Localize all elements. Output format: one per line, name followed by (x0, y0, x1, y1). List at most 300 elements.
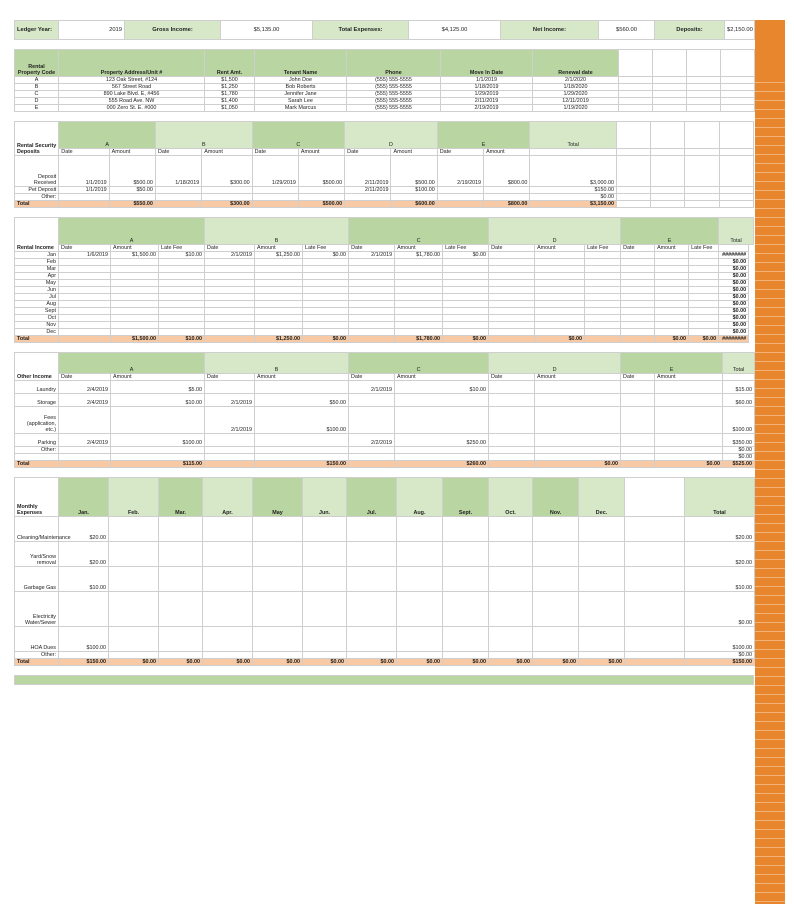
expense-total-cell[interactable]: $0.00 (397, 659, 443, 666)
empty-cell[interactable] (687, 91, 721, 98)
expense-cell[interactable] (347, 592, 397, 627)
expense-cell[interactable] (303, 592, 347, 627)
property-cell[interactable]: 1/29/2019 (441, 91, 533, 98)
expense-cell[interactable] (443, 567, 489, 592)
other-cell[interactable] (205, 447, 255, 454)
expense-total-cell[interactable]: $0.00 (253, 659, 303, 666)
other-cell[interactable] (349, 454, 395, 461)
empty-cell[interactable] (687, 50, 721, 77)
empty-cell[interactable] (653, 105, 687, 112)
property-cell[interactable]: $1,250 (205, 84, 255, 91)
empty-cell[interactable] (619, 50, 653, 77)
income-cell[interactable] (395, 308, 443, 315)
other-total-cell[interactable] (489, 461, 535, 468)
empty-cell[interactable] (625, 478, 685, 517)
income-cell[interactable] (205, 259, 255, 266)
expense-cell[interactable] (303, 542, 347, 567)
income-cell[interactable] (111, 266, 159, 273)
income-cell[interactable] (205, 308, 255, 315)
expense-cell[interactable] (347, 517, 397, 542)
deposit-cell[interactable] (109, 194, 155, 201)
expense-cell[interactable] (109, 517, 159, 542)
deposit-total-cell[interactable]: $300.00 (202, 201, 252, 208)
expense-cell[interactable] (109, 592, 159, 627)
income-cell[interactable] (349, 315, 395, 322)
income-cell[interactable] (159, 259, 205, 266)
deposit-cell[interactable] (484, 187, 530, 194)
income-cell[interactable] (689, 329, 719, 336)
income-cell[interactable] (255, 315, 303, 322)
expense-cell[interactable] (533, 627, 579, 652)
income-cell[interactable] (349, 273, 395, 280)
income-cell[interactable] (205, 329, 255, 336)
other-row-total[interactable]: $350.00 (723, 434, 755, 447)
deposit-cell[interactable] (437, 194, 483, 201)
property-cell[interactable]: (555) 555-5555 (347, 98, 441, 105)
empty-cell[interactable] (530, 149, 617, 156)
other-cell[interactable] (621, 447, 655, 454)
income-cell[interactable] (489, 266, 535, 273)
deposit-total-cell[interactable] (59, 201, 109, 208)
expense-cell[interactable] (253, 627, 303, 652)
expense-cell[interactable] (489, 652, 533, 659)
other-cell[interactable]: 2/1/2019 (205, 407, 255, 434)
income-cell[interactable] (255, 273, 303, 280)
income-cell[interactable] (395, 329, 443, 336)
income-cell[interactable] (159, 308, 205, 315)
income-cell[interactable] (395, 294, 443, 301)
empty-cell[interactable] (651, 201, 685, 208)
income-cell[interactable]: $0.00 (303, 252, 349, 259)
expense-total-cell[interactable]: $0.00 (489, 659, 533, 666)
income-cell[interactable] (535, 280, 585, 287)
other-cell[interactable] (655, 381, 723, 394)
property-cell[interactable]: 123 Oak Street, #124 (59, 77, 205, 84)
income-cell[interactable] (585, 301, 621, 308)
property-cell[interactable]: $1,780 (205, 91, 255, 98)
empty-cell[interactable] (625, 659, 685, 666)
empty-cell[interactable] (653, 91, 687, 98)
income-cell[interactable] (655, 266, 689, 273)
ledger-year-cell[interactable]: 2019 (59, 21, 125, 40)
income-cell[interactable] (489, 259, 535, 266)
expense-cell[interactable] (489, 542, 533, 567)
expense-cell[interactable] (489, 517, 533, 542)
income-cell[interactable] (205, 273, 255, 280)
deposit-cell[interactable]: 1/29/2019 (252, 156, 298, 187)
empty-cell[interactable] (687, 77, 721, 84)
income-cell[interactable] (585, 322, 621, 329)
income-cell[interactable] (585, 287, 621, 294)
income-cell[interactable] (443, 294, 489, 301)
deposit-cell[interactable] (155, 194, 201, 201)
other-total-cell[interactable]: $115.00 (111, 461, 205, 468)
income-cell[interactable] (303, 273, 349, 280)
total-expenses-cell[interactable]: $4,125.00 (409, 21, 501, 40)
other-cell[interactable] (489, 447, 535, 454)
income-cell[interactable] (159, 322, 205, 329)
expense-total-cell[interactable]: $0.00 (203, 659, 253, 666)
expense-cell[interactable] (579, 567, 625, 592)
empty-cell[interactable] (721, 105, 755, 112)
expense-total-cell[interactable]: $0.00 (159, 659, 203, 666)
income-month-total[interactable]: $0.00 (719, 287, 749, 294)
expense-cell[interactable] (109, 542, 159, 567)
other-cell[interactable]: 2/4/2019 (59, 434, 111, 447)
expense-cell[interactable] (159, 517, 203, 542)
income-cell[interactable] (303, 322, 349, 329)
empty-cell[interactable] (651, 156, 685, 187)
expense-grand-total[interactable]: $150.00 (685, 659, 755, 666)
income-cell[interactable] (159, 273, 205, 280)
income-cell[interactable] (535, 315, 585, 322)
income-cell[interactable] (585, 329, 621, 336)
income-cell[interactable] (205, 294, 255, 301)
property-cell[interactable]: 1/29/2020 (533, 91, 619, 98)
income-cell[interactable] (349, 329, 395, 336)
empty-cell[interactable] (721, 77, 755, 84)
gross-income-cell[interactable]: $5,135.00 (221, 21, 313, 40)
income-cell[interactable] (395, 273, 443, 280)
expense-cell[interactable] (253, 652, 303, 659)
income-cell[interactable]: $1,780.00 (395, 252, 443, 259)
income-cell[interactable] (111, 280, 159, 287)
income-cell[interactable] (303, 280, 349, 287)
other-cell[interactable]: 2/1/2019 (349, 381, 395, 394)
income-cell[interactable]: $1,250.00 (255, 252, 303, 259)
income-cell[interactable] (621, 294, 655, 301)
other-row-total[interactable]: $15.00 (723, 381, 755, 394)
expense-cell[interactable] (59, 592, 109, 627)
other-total-cell[interactable]: $0.00 (655, 461, 723, 468)
expense-cell[interactable] (533, 652, 579, 659)
income-total-cell[interactable]: $0.00 (655, 336, 689, 343)
income-cell[interactable] (689, 259, 719, 266)
income-month-total[interactable]: $0.00 (719, 322, 749, 329)
empty-cell[interactable] (721, 84, 755, 91)
property-cell[interactable]: 12/11/2019 (533, 98, 619, 105)
empty-cell[interactable] (619, 77, 653, 84)
income-month-total[interactable]: $0.00 (719, 329, 749, 336)
expense-row-total[interactable]: $20.00 (685, 517, 755, 542)
other-row-total[interactable]: $60.00 (723, 394, 755, 407)
expense-cell[interactable] (109, 627, 159, 652)
expense-cell[interactable] (397, 652, 443, 659)
income-cell[interactable] (655, 259, 689, 266)
income-cell[interactable] (349, 266, 395, 273)
income-cell[interactable] (689, 308, 719, 315)
expense-cell[interactable] (303, 627, 347, 652)
expense-cell[interactable] (443, 517, 489, 542)
other-cell[interactable] (349, 407, 395, 434)
other-total-cell[interactable]: $260.00 (395, 461, 489, 468)
empty-cell[interactable] (687, 105, 721, 112)
expense-total-cell[interactable]: $0.00 (303, 659, 347, 666)
income-cell[interactable] (535, 273, 585, 280)
income-month-total[interactable]: $0.00 (719, 315, 749, 322)
income-cell[interactable] (655, 301, 689, 308)
income-cell[interactable] (443, 280, 489, 287)
income-cell[interactable] (111, 287, 159, 294)
expense-cell[interactable] (203, 517, 253, 542)
income-cell[interactable] (655, 273, 689, 280)
income-cell[interactable] (59, 322, 111, 329)
other-cell[interactable] (255, 447, 349, 454)
other-cell[interactable] (255, 434, 349, 447)
property-cell[interactable]: Bob Roberts (255, 84, 347, 91)
other-cell[interactable]: $50.00 (255, 394, 349, 407)
income-cell[interactable] (585, 259, 621, 266)
income-cell[interactable] (443, 308, 489, 315)
empty-cell[interactable] (619, 91, 653, 98)
expense-cell[interactable] (253, 542, 303, 567)
other-cell[interactable] (489, 454, 535, 461)
income-cell[interactable] (689, 266, 719, 273)
income-cell[interactable] (443, 322, 489, 329)
income-cell[interactable] (159, 315, 205, 322)
income-cell[interactable] (585, 308, 621, 315)
deposit-cell[interactable] (298, 187, 344, 194)
income-cell[interactable] (689, 273, 719, 280)
income-cell[interactable] (59, 273, 111, 280)
income-cell[interactable] (255, 266, 303, 273)
income-cell[interactable] (655, 322, 689, 329)
empty-cell[interactable] (719, 245, 749, 252)
other-cell[interactable] (655, 407, 723, 434)
income-cell[interactable] (349, 308, 395, 315)
empty-cell[interactable] (651, 187, 685, 194)
income-cell[interactable] (349, 259, 395, 266)
property-cell[interactable]: John Doe (255, 77, 347, 84)
other-cell[interactable] (111, 407, 205, 434)
other-total-cell[interactable] (349, 461, 395, 468)
empty-cell[interactable] (653, 77, 687, 84)
property-cell[interactable]: $1,050 (205, 105, 255, 112)
other-total-cell[interactable]: $150.00 (255, 461, 349, 468)
income-cell[interactable] (159, 280, 205, 287)
empty-cell[interactable] (719, 201, 753, 208)
income-cell[interactable] (111, 259, 159, 266)
income-grand-total[interactable]: ######## (719, 336, 749, 343)
expense-cell[interactable] (397, 517, 443, 542)
expense-total-cell[interactable]: $0.00 (347, 659, 397, 666)
income-cell[interactable] (59, 280, 111, 287)
income-cell[interactable] (535, 329, 585, 336)
income-total-cell[interactable]: $10.00 (159, 336, 205, 343)
empty-cell[interactable] (719, 187, 753, 194)
scroll-thumb[interactable] (755, 20, 785, 74)
income-cell[interactable] (655, 315, 689, 322)
income-cell[interactable] (585, 266, 621, 273)
income-cell[interactable] (111, 329, 159, 336)
expense-cell[interactable] (109, 567, 159, 592)
income-month-total[interactable]: $0.00 (719, 308, 749, 315)
deposit-row-total[interactable]: $3,000.00 (530, 156, 617, 187)
expense-cell[interactable] (347, 542, 397, 567)
deposit-grand-total[interactable]: $3,150.00 (530, 201, 617, 208)
expense-cell[interactable] (397, 567, 443, 592)
deposit-cell[interactable]: 2/11/2019 (345, 187, 391, 194)
income-cell[interactable] (489, 308, 535, 315)
property-cell[interactable]: C (15, 91, 59, 98)
income-cell[interactable] (303, 301, 349, 308)
deposit-total-cell[interactable]: $500.00 (298, 201, 344, 208)
property-cell[interactable]: 1/18/2020 (533, 84, 619, 91)
income-cell[interactable] (621, 266, 655, 273)
income-cell[interactable] (159, 294, 205, 301)
expense-cell[interactable]: $10.00 (59, 567, 109, 592)
other-row-total[interactable]: $0.00 (723, 447, 755, 454)
expense-cell[interactable] (397, 627, 443, 652)
income-cell[interactable] (689, 287, 719, 294)
income-month-total[interactable]: ######## (719, 252, 749, 259)
other-cell[interactable] (489, 434, 535, 447)
expense-cell[interactable] (253, 567, 303, 592)
empty-cell[interactable] (619, 84, 653, 91)
income-cell[interactable] (621, 280, 655, 287)
income-cell[interactable] (535, 287, 585, 294)
income-cell[interactable] (689, 294, 719, 301)
income-cell[interactable] (655, 252, 689, 259)
empty-cell[interactable] (619, 98, 653, 105)
income-cell[interactable] (535, 294, 585, 301)
income-cell[interactable]: 2/1/2019 (349, 252, 395, 259)
empty-cell[interactable] (651, 122, 685, 149)
income-cell[interactable] (395, 287, 443, 294)
income-total-cell[interactable] (621, 336, 655, 343)
other-cell[interactable] (59, 447, 111, 454)
expense-cell[interactable] (625, 592, 685, 627)
expense-cell[interactable] (203, 567, 253, 592)
empty-cell[interactable] (653, 84, 687, 91)
empty-cell[interactable] (616, 201, 650, 208)
income-cell[interactable] (255, 280, 303, 287)
income-cell[interactable] (159, 329, 205, 336)
other-cell[interactable] (621, 454, 655, 461)
income-cell[interactable] (443, 266, 489, 273)
other-cell[interactable] (59, 407, 111, 434)
income-total-cell[interactable]: $0.00 (443, 336, 489, 343)
property-cell[interactable]: 1/1/2019 (441, 77, 533, 84)
income-cell[interactable] (395, 280, 443, 287)
income-cell[interactable] (349, 294, 395, 301)
expense-cell[interactable]: $100.00 (59, 627, 109, 652)
expense-cell[interactable] (347, 567, 397, 592)
income-cell[interactable] (443, 301, 489, 308)
income-cell[interactable] (621, 273, 655, 280)
income-cell[interactable]: 1/6/2019 (59, 252, 111, 259)
other-total-cell[interactable] (621, 461, 655, 468)
deposit-total-cell[interactable] (437, 201, 483, 208)
expense-cell[interactable] (579, 542, 625, 567)
income-cell[interactable] (489, 315, 535, 322)
income-cell[interactable] (255, 322, 303, 329)
empty-cell[interactable] (651, 194, 685, 201)
other-cell[interactable] (395, 447, 489, 454)
net-income-cell[interactable]: $560.00 (599, 21, 655, 40)
empty-cell[interactable] (723, 374, 755, 381)
deposit-cell[interactable] (437, 187, 483, 194)
income-cell[interactable]: 2/1/2019 (205, 252, 255, 259)
expense-cell[interactable] (159, 592, 203, 627)
expense-row-total[interactable]: $100.00 (685, 627, 755, 652)
empty-cell[interactable] (687, 98, 721, 105)
income-cell[interactable] (443, 259, 489, 266)
income-cell[interactable] (303, 315, 349, 322)
income-month-total[interactable]: $0.00 (719, 301, 749, 308)
income-cell[interactable] (111, 301, 159, 308)
expense-cell[interactable] (159, 567, 203, 592)
income-month-total[interactable]: $0.00 (719, 280, 749, 287)
other-cell[interactable] (655, 454, 723, 461)
income-cell[interactable] (621, 287, 655, 294)
income-cell[interactable] (205, 266, 255, 273)
income-cell[interactable] (585, 315, 621, 322)
deposit-cell[interactable]: 2/19/2019 (437, 156, 483, 187)
income-cell[interactable] (535, 308, 585, 315)
deposit-cell[interactable]: 1/18/2019 (155, 156, 201, 187)
income-total-cell[interactable]: $0.00 (689, 336, 719, 343)
income-cell[interactable] (621, 322, 655, 329)
income-cell[interactable] (59, 266, 111, 273)
deposit-cell[interactable]: $500.00 (298, 156, 344, 187)
empty-cell[interactable] (719, 156, 753, 187)
income-cell[interactable] (303, 294, 349, 301)
income-cell[interactable] (395, 301, 443, 308)
income-cell[interactable] (621, 308, 655, 315)
empty-cell[interactable] (685, 156, 719, 187)
other-cell[interactable] (621, 381, 655, 394)
income-month-total[interactable]: $0.00 (719, 266, 749, 273)
expense-row-total[interactable]: $0.00 (685, 652, 755, 659)
income-cell[interactable] (159, 287, 205, 294)
property-cell[interactable]: $1,500 (205, 77, 255, 84)
empty-cell[interactable] (719, 194, 753, 201)
expense-cell[interactable]: $20.00 (59, 517, 109, 542)
empty-cell[interactable] (719, 149, 753, 156)
income-cell[interactable] (59, 287, 111, 294)
other-cell[interactable] (111, 447, 205, 454)
other-cell[interactable]: 2/1/2019 (205, 394, 255, 407)
income-cell[interactable] (489, 329, 535, 336)
expense-cell[interactable]: $20.00 (59, 542, 109, 567)
column-scroll-strip[interactable] (755, 20, 785, 904)
other-cell[interactable]: 2/2/2019 (349, 434, 395, 447)
empty-cell[interactable] (685, 187, 719, 194)
expense-cell[interactable] (253, 517, 303, 542)
expense-cell[interactable] (443, 652, 489, 659)
deposit-cell[interactable]: 1/1/2019 (59, 156, 109, 187)
property-cell[interactable]: Mark Marcus (255, 105, 347, 112)
deposit-cell[interactable] (252, 187, 298, 194)
other-cell[interactable]: $100.00 (255, 407, 349, 434)
income-cell[interactable] (303, 308, 349, 315)
empty-cell[interactable] (616, 194, 650, 201)
income-total-cell[interactable]: $1,500.00 (111, 336, 159, 343)
other-cell[interactable] (111, 454, 205, 461)
expense-cell[interactable] (109, 652, 159, 659)
property-cell[interactable]: (555) 555-5555 (347, 105, 441, 112)
other-cell[interactable]: $10.00 (111, 394, 205, 407)
expense-cell[interactable] (533, 567, 579, 592)
other-cell[interactable] (489, 407, 535, 434)
other-grand-total[interactable]: $525.00 (723, 461, 755, 468)
income-total-cell[interactable] (585, 336, 621, 343)
income-cell[interactable] (111, 315, 159, 322)
property-cell[interactable]: 2/1/2020 (533, 77, 619, 84)
income-cell[interactable] (205, 315, 255, 322)
income-cell[interactable] (395, 322, 443, 329)
